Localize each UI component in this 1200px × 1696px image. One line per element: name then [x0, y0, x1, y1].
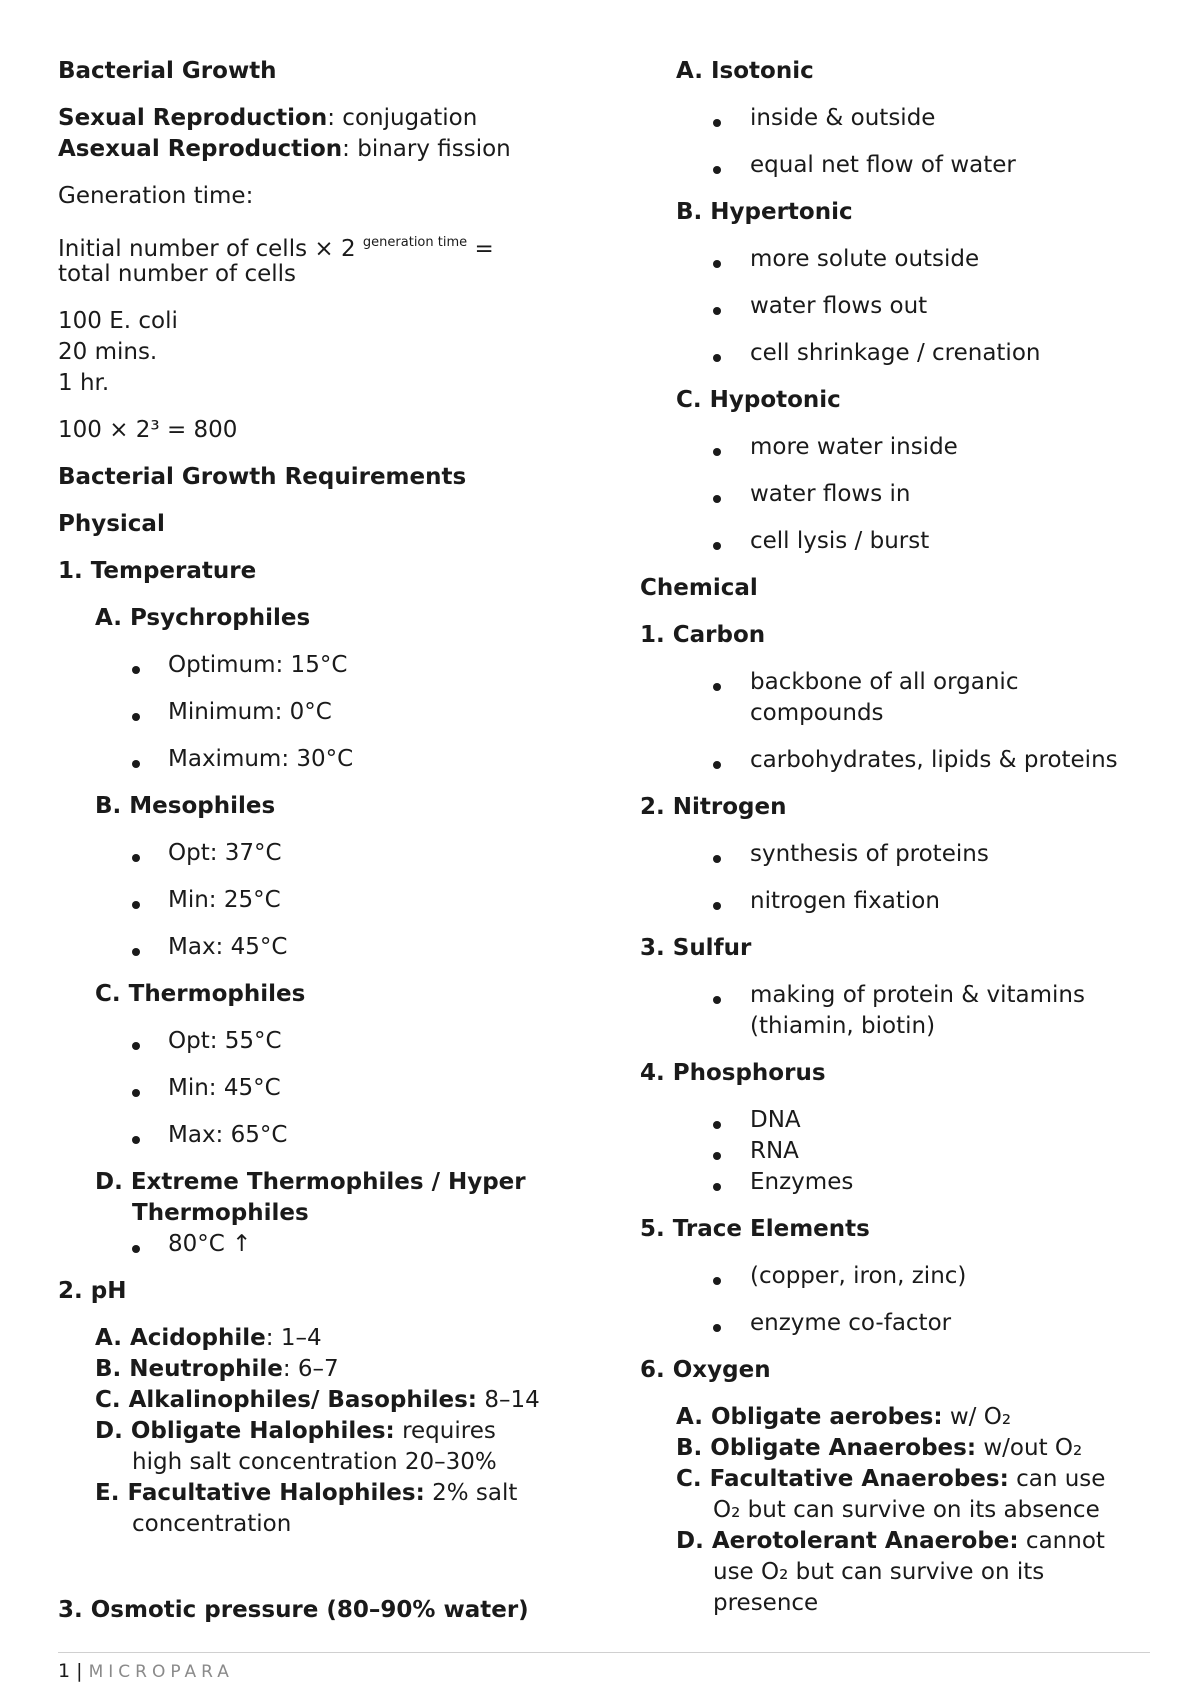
section-heading: Physical [58, 511, 165, 537]
list-item: Min: 25°C [168, 887, 281, 913]
bullet-icon [132, 1245, 140, 1253]
bullet-icon [132, 1089, 140, 1097]
list-item: synthesis of proteins [750, 841, 989, 867]
list-item: more solute outside [750, 246, 980, 272]
category-heading: A. Isotonic [676, 58, 814, 84]
subsection-heading: 2. pH [58, 1278, 127, 1304]
ph-item-cont: high salt concentration 20–30% [132, 1449, 497, 1475]
bullet-icon [132, 713, 140, 721]
bullet-icon [132, 948, 140, 956]
oxygen-item-cont: presence [713, 1590, 819, 1616]
list-item: water flows out [750, 293, 928, 319]
oxygen-item: C. Facultative Anaerobes: can use [676, 1466, 1106, 1492]
list-item: Minimum: 0°C [168, 699, 332, 725]
list-item: backbone of all organic [750, 669, 1019, 695]
bullet-icon [132, 760, 140, 768]
category-heading: A. Psychrophiles [95, 605, 311, 631]
bullet-icon [132, 901, 140, 909]
bullet-icon [132, 1042, 140, 1050]
list-item: Optimum: 15°C [168, 652, 348, 678]
bullet-icon [713, 448, 721, 456]
list-item: cell shrinkage / crenation [750, 340, 1041, 366]
bullet-icon [713, 260, 721, 268]
list-item: equal net flow of water [750, 152, 1016, 178]
footer-brand: MICROPARA [88, 1662, 234, 1682]
bullet-icon [713, 761, 721, 769]
subsection-heading: 1. Temperature [58, 558, 257, 584]
subsection-heading: 2. Nitrogen [640, 794, 787, 820]
ph-item-cont: concentration [132, 1511, 292, 1537]
growth-formula-result: total number of cells [58, 261, 297, 287]
bullet-icon [713, 542, 721, 550]
ph-item: C. Alkalinophiles/ Basophiles: 8–14 [95, 1387, 540, 1413]
page-number: 1 [58, 1660, 71, 1682]
list-item: Opt: 37°C [168, 840, 282, 866]
list-item: Maximum: 30°C [168, 746, 354, 772]
subsection-heading: 3. Sulfur [640, 935, 752, 961]
list-item: inside & outside [750, 105, 936, 131]
bullet-icon [713, 996, 721, 1004]
footer-separator: | [70, 1660, 89, 1682]
list-item-cont: compounds [750, 700, 884, 726]
list-item-cont: (thiamin, biotin) [750, 1013, 936, 1039]
list-item: (copper, iron, zinc) [750, 1263, 967, 1289]
bullet-icon [713, 1277, 721, 1285]
ph-item: A. Acidophile: 1–4 [95, 1325, 322, 1351]
example-line: 20 mins. [58, 339, 158, 365]
category-heading: C. Thermophiles [95, 981, 306, 1007]
oxygen-item: B. Obligate Anaerobes: w/out O₂ [676, 1435, 1083, 1461]
ph-item: B. Neutrophile: 6–7 [95, 1356, 339, 1382]
subsection-heading: 3. Osmotic pressure (80–90% water) [58, 1597, 529, 1623]
example-line: 1 hr. [58, 370, 110, 396]
page-footer [58, 1658, 234, 1685]
section-heading: Chemical [640, 575, 758, 601]
bullet-icon [713, 307, 721, 315]
oxygen-item: D. Aerotolerant Anaerobe: cannot [676, 1528, 1105, 1554]
bullet-icon [713, 902, 721, 910]
subsection-heading: 4. Phosphorus [640, 1060, 826, 1086]
list-item: carbohydrates, lipids & proteins [750, 747, 1118, 773]
category-heading-cont: Thermophiles [132, 1200, 309, 1226]
asexual-reproduction: Asexual Reproduction: binary fission [58, 136, 511, 162]
subsection-heading: 1. Carbon [640, 622, 766, 648]
footer-divider [58, 1652, 1150, 1653]
category-heading: D. Extreme Thermophiles / Hyper [95, 1169, 526, 1195]
list-item: Enzymes [750, 1169, 854, 1195]
bullet-icon [713, 1121, 721, 1129]
list-item: Max: 65°C [168, 1122, 288, 1148]
bullet-icon [132, 666, 140, 674]
list-item: RNA [750, 1138, 799, 1164]
list-item: 80°C ↑ [168, 1231, 252, 1257]
oxygen-item-cont: O₂ but can survive on its absence [713, 1497, 1100, 1523]
list-item: DNA [750, 1107, 801, 1133]
bullet-icon [132, 854, 140, 862]
example-line: 100 E. coli [58, 308, 178, 334]
growth-formula: Initial number of cells × 2 $^{generation time}$ = [58, 235, 494, 262]
list-item: enzyme co-factor [750, 1310, 952, 1336]
oxygen-item: A. Obligate aerobes: w/ O₂ [676, 1404, 1012, 1430]
bullet-icon [713, 495, 721, 503]
bullet-icon [713, 855, 721, 863]
category-heading: B. Hypertonic [676, 199, 853, 225]
list-item: cell lysis / burst [750, 528, 930, 554]
example-calculation: 100 × 2³ = 800 [58, 417, 238, 443]
ph-item: E. Facultative Halophiles: 2% salt [95, 1480, 518, 1506]
subsection-heading: 5. Trace Elements [640, 1216, 870, 1242]
list-item: more water inside [750, 434, 958, 460]
list-item: Min: 45°C [168, 1075, 281, 1101]
sexual-reproduction: Sexual Reproduction: conjugation [58, 105, 478, 131]
bullet-icon [713, 1324, 721, 1332]
bullet-icon [713, 119, 721, 127]
bullet-icon [713, 354, 721, 362]
oxygen-item-cont: use O₂ but can survive on its [713, 1559, 1045, 1585]
section-heading: Bacterial Growth Requirements [58, 464, 467, 490]
bullet-icon [713, 1183, 721, 1191]
bullet-icon [713, 166, 721, 174]
doc-title: Bacterial Growth [58, 58, 277, 84]
list-item: nitrogen fixation [750, 888, 940, 914]
category-heading: C. Hypotonic [676, 387, 841, 413]
list-item: water flows in [750, 481, 911, 507]
bullet-icon [132, 1136, 140, 1144]
bullet-icon [713, 1152, 721, 1160]
list-item: Opt: 55°C [168, 1028, 282, 1054]
list-item: making of protein & vitamins [750, 982, 1085, 1008]
category-heading: B. Mesophiles [95, 793, 276, 819]
bullet-icon [713, 683, 721, 691]
generation-time-label: Generation time: [58, 183, 254, 209]
ph-item: D. Obligate Halophiles: requires [95, 1418, 496, 1444]
list-item: Max: 45°C [168, 934, 288, 960]
subsection-heading: 6. Oxygen [640, 1357, 771, 1383]
